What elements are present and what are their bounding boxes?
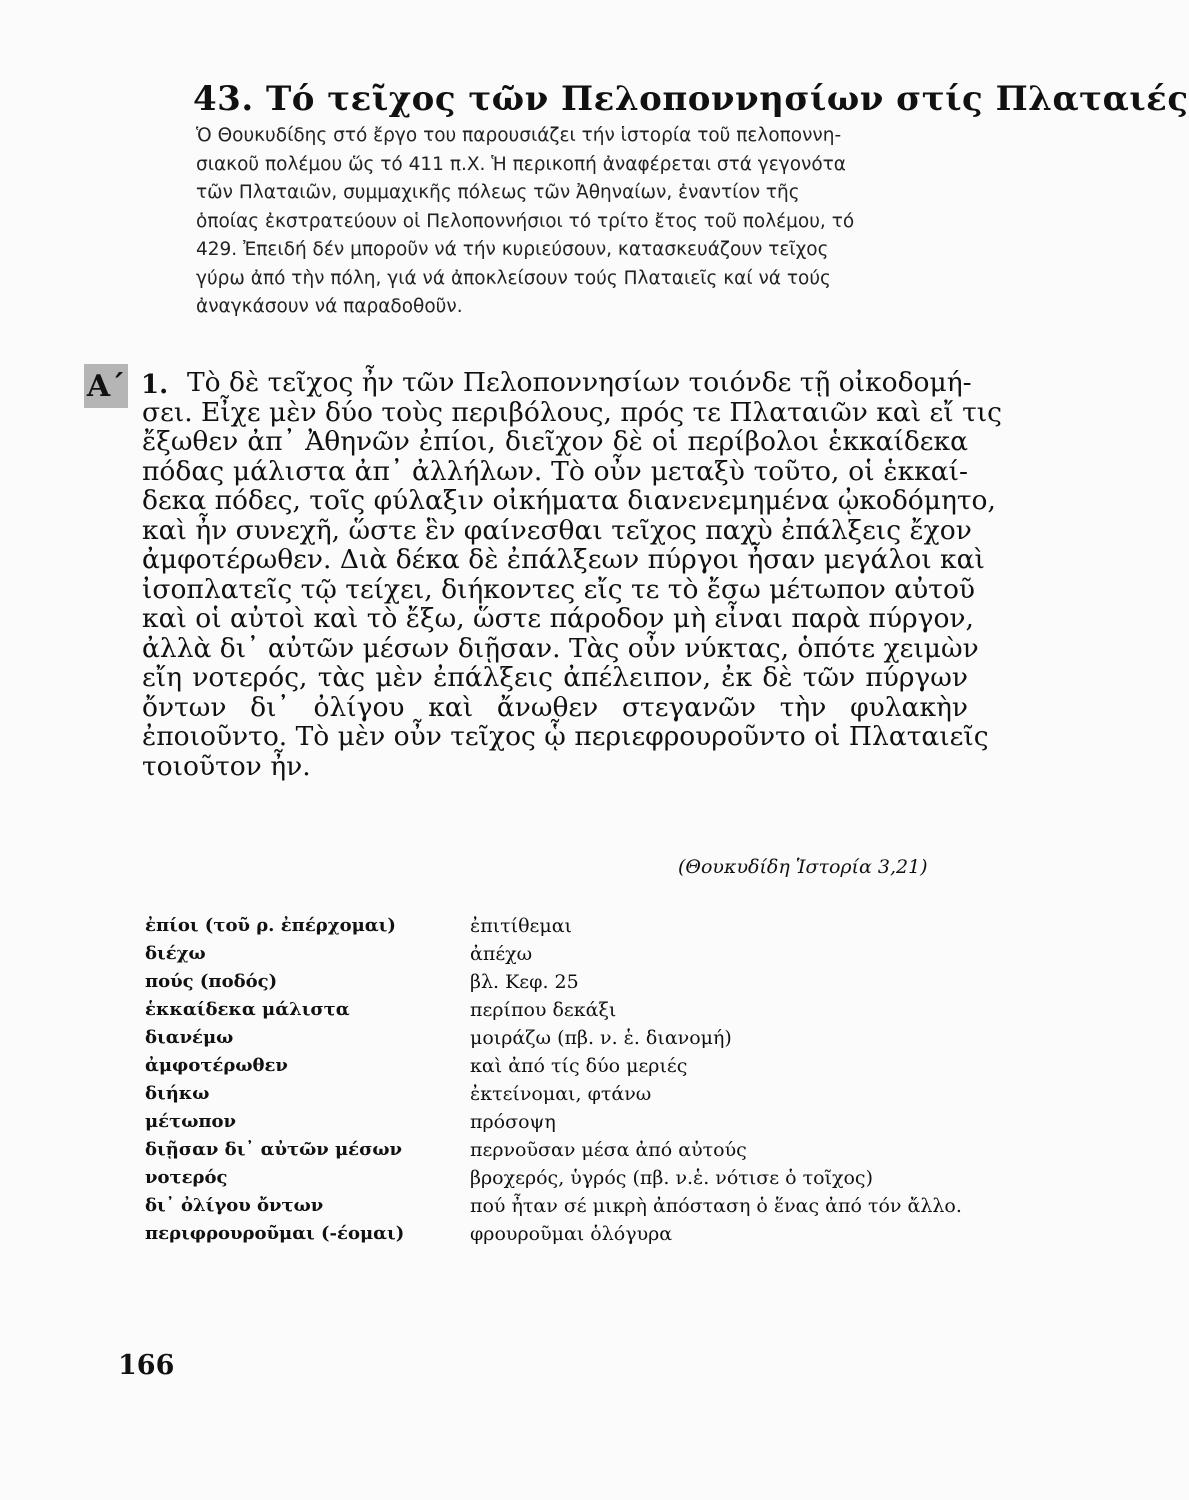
text-line: ἐποιοῦντο. Τὸ μὲν οὖν τεῖχος ᾧ περιεφρουροῦντο οἱ Πλαταιεῖς [142,721,989,752]
glossary-row [145,1164,975,1192]
text-line: καὶ οἱ αὐτοὶ καὶ τὸ ἔξω, ὥστε πάροδον μὴ εἶναι παρὰ πύργον, [142,603,974,634]
intro-paragraph [196,122,976,322]
text-line: πόδας μάλιστα ἀπ᾽ ἀλλήλων. Τὸ οὖν μεταξὺ τοῦτο, οἱ ἑκκαί- [142,455,968,487]
text-line: δεκα πόδες, τοῖς φύλαξιν οἰκήματα διανενεμημένα ᾠκοδόμητο, [142,485,996,516]
glossary-term: ἀμφοτέρωθεν [145,1055,288,1076]
intro-line: 429. Ἐπειδή δέν μποροῦν νά τήν κυριεύσουν, κατασκευάζουν τεῖχος [196,239,829,260]
text-line: καὶ ἦν συνεχῆ, ὥστε ἓν φαίνεσθαι τεῖχος παχὺ ἐπάλξεις ἔχον [142,514,972,546]
intro-line: γύρω ἀπό τὴν πόλη, γιά νά ἀποκλείσουν τούς Πλαταιεῖς καί νά τούς [196,267,831,289]
glossary-term: πούς (ποδός) [145,971,278,992]
glossary-term: διήκω [145,1083,210,1104]
intro-line: ὁποίας ἐκστρατεύουν οἱ Πελοποννήσιοι τό τρίτο ἔτος τοῦ πολέμου, τό [196,210,855,232]
glossary-row [145,1052,975,1080]
page-number: 166 [118,1350,175,1381]
glossary-row [145,1220,975,1248]
glossary-definition: ἐκτείνομαι, φτάνω [470,1083,652,1105]
intro-line: σιακοῦ πολέμου ὥς τό 411 π.Χ. Ἡ περικοπή ἀναφέρεται στά γεγονότα [196,153,847,175]
glossary-term: δι᾽ ὀλίγου ὄντων [145,1195,324,1216]
text-line: ἔξωθεν ἀπ᾽ Ἀθηνῶν ἐπίοι, διεῖχον δὲ οἱ περίβολοι ἑκκαίδεκα [142,426,968,457]
glossary-term: ἑκκαίδεκα μάλιστα [145,999,350,1020]
ancient-text [142,367,1002,782]
glossary-row [145,1192,975,1220]
section-marker: Α΄ [84,364,128,408]
text-line: εἴη νοτερός, τὰς μὲν ἐπάλξεις ἀπέλειπον, ἐκ δὲ τῶν πύργων [142,662,968,693]
intro-line: τῶν Πλαταιῶν, συμμαχικῆς πόλεως τῶν Ἀθηναίων, ἐναντίον τῆς [196,182,800,203]
glossary-term: μέτωπον [145,1111,237,1132]
glossary-row [145,1024,975,1052]
glossary-row [145,912,975,940]
glossary-term: ἐπίοι (τοῦ ρ. ἐπέρχομαι) [145,915,396,936]
glossary-definition: περίπου δεκάξι [470,999,617,1021]
text-line: ἀλλὰ δι᾽ αὐτῶν μέσων διῇσαν. Τὰς οὖν νύκτας, ὁπότε χειμὼν [142,632,979,664]
glossary-row [145,968,975,996]
intro-line: Ὁ Θουκυδίδης στό ἔργο του παρουσιάζει τήν ἱστορία τοῦ πελοποννη- [196,125,842,146]
glossary-row [145,1080,975,1108]
glossary-definition: πού ἦταν σέ μικρὴ ἀπόσταση ὁ ἕνας ἀπό τόν ἄλλο. [470,1195,962,1217]
text-line: τοιοῦτον ἦν. [142,750,311,782]
paragraph-number: 1. [141,370,169,400]
glossary-row [145,1108,975,1136]
text-line: σει. Εἶχε μὲν δύο τοὺς περιβόλους, πρός τε Πλαταιῶν καὶ εἴ τις [142,396,1002,428]
glossary-definition: βροχερός, ὑγρός (πβ. ν.ἑ. νότισε ὁ τοῖχος) [470,1167,873,1189]
glossary-definition: φρουροῦμαι ὁλόγυρα [470,1223,673,1245]
glossary-definition: πρόσοψη [470,1111,556,1133]
glossary-definition: ἀπέχω [470,943,533,965]
text-line: ὄντων δι᾽ ὀλίγου καὶ ἄνωθεν στεγανῶν τὴν φυλακὴν [142,691,968,723]
glossary-row [145,996,975,1024]
page-title: 43. Τό τεῖχος τῶν Πελοποννησίων στίς Πλαταιές [193,78,1189,119]
glossary-definition: μοιράζω (πβ. ν. ἑ. διανομή) [470,1027,732,1049]
text-line: Τὸ δὲ τεῖχος ἦν τῶν Πελοποννησίων τοιόνδε τῇ οἰκοδομή- [187,367,972,398]
text-line: ἀμφοτέρωθεν. Διὰ δέκα δὲ ἐπάλξεων πύργοι ἦσαν μεγάλοι καὶ [142,544,985,575]
glossary-term: νοτερός [145,1167,228,1188]
glossary-definition: περνοῦσαν μέσα ἀπό αὐτούς [470,1139,747,1161]
glossary-term: διῇσαν δι᾽ αὐτῶν μέσων [145,1139,403,1160]
glossary-definition: ἐπιτίθεμαι [470,915,573,937]
glossary [145,912,975,1248]
glossary-definition: βλ. Κεφ. 25 [470,971,579,993]
glossary-term: περιφρουροῦμαι (-έομαι) [145,1223,405,1244]
glossary-row [145,1136,975,1164]
text-line: ἰσοπλατεῖς τῷ τείχει, διήκοντες εἴς τε τὸ ἔσω μέτωπον αὐτοῦ [142,573,976,605]
glossary-definition: καὶ ἀπό τίς δύο μεριές [470,1055,688,1077]
glossary-term: διέχω [145,943,206,964]
glossary-term: διανέμω [145,1027,234,1048]
glossary-row [145,940,975,968]
source-citation: (Θουκυδίδη Ἱστορία 3,21) [678,856,928,878]
intro-line: ἀναγκάσουν νά παραδοθοῦν. [196,296,463,317]
